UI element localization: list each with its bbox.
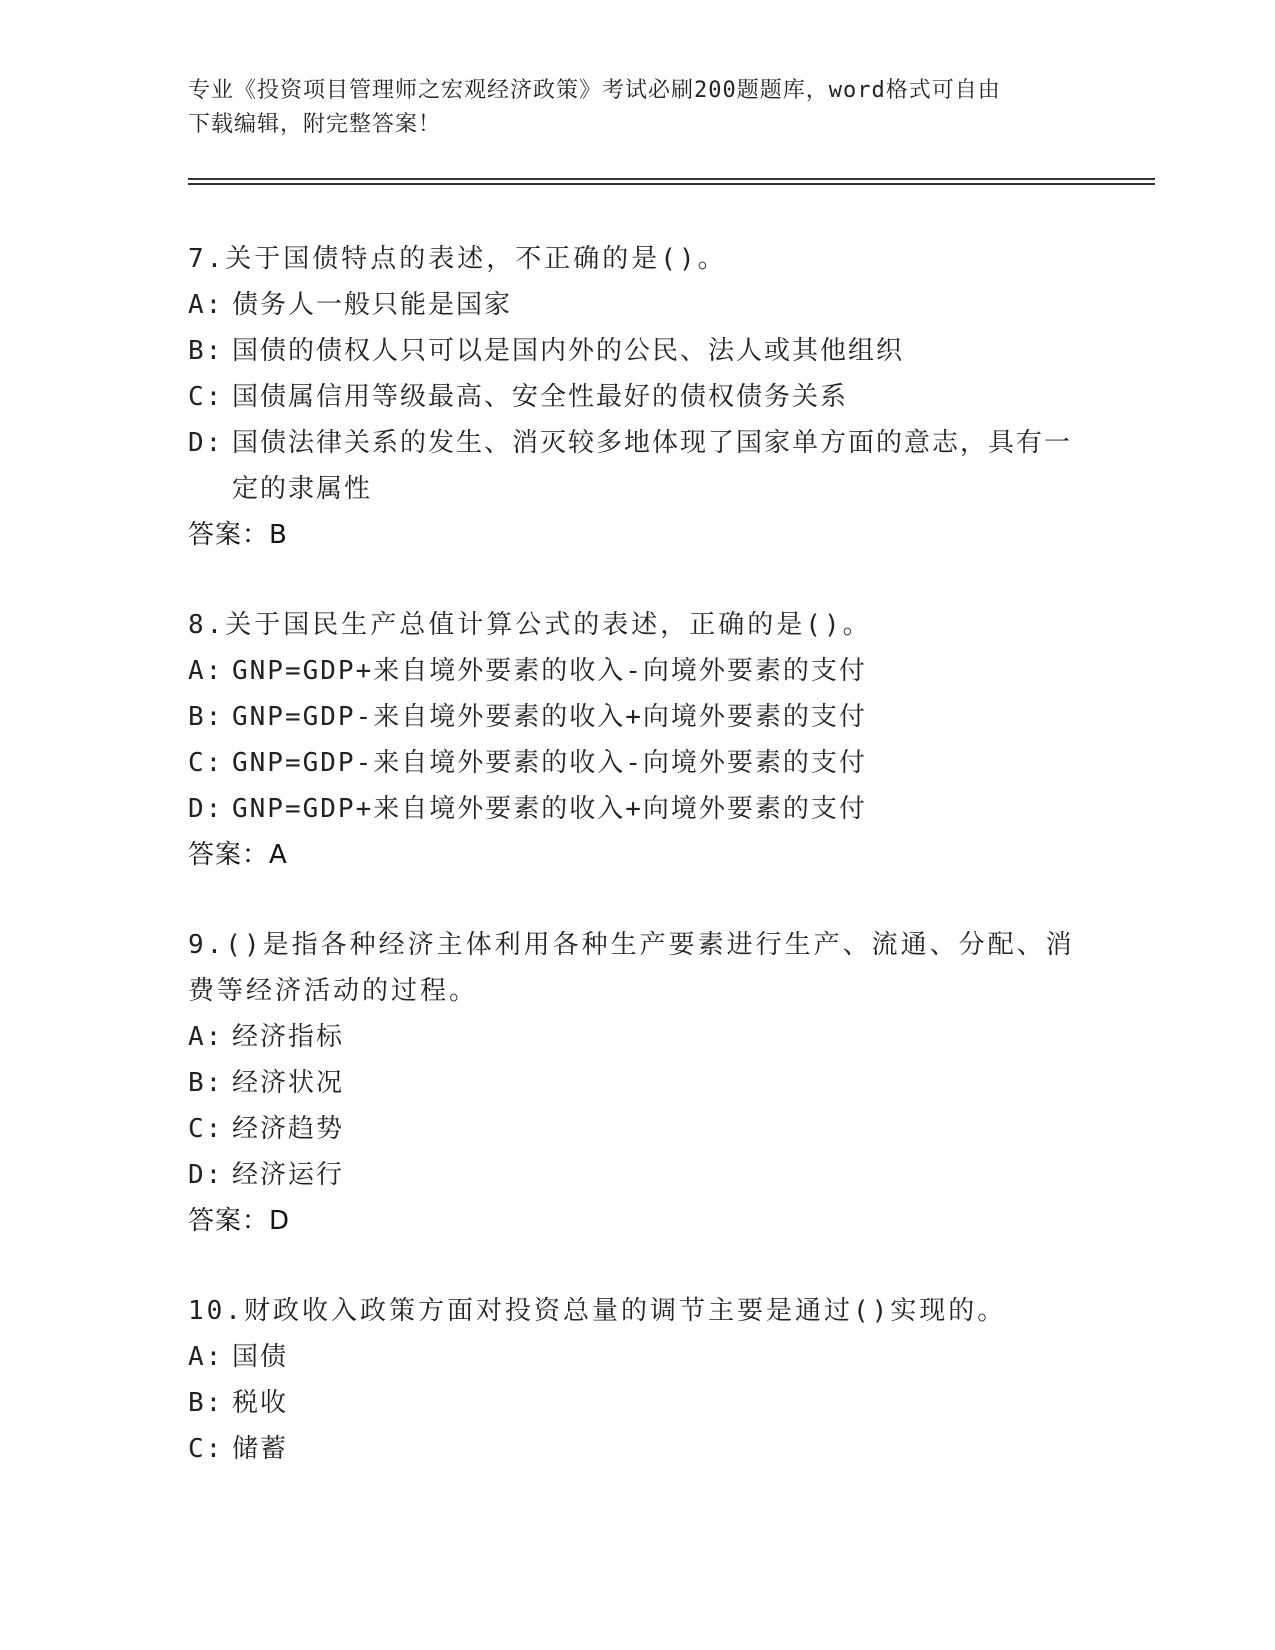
document-header	[188, 74, 1088, 142]
option-key: A:	[188, 656, 224, 686]
option-key: B:	[188, 1068, 224, 1098]
option-d	[188, 1152, 1088, 1198]
option-key: A:	[188, 1342, 224, 1372]
option-b	[188, 1380, 1088, 1426]
option-a	[188, 282, 1088, 328]
answer-line: 答案：A	[188, 840, 288, 870]
option-text: 国债	[232, 1342, 289, 1372]
question-item	[188, 1288, 1088, 1472]
option-d	[188, 786, 1088, 832]
option-c	[188, 740, 1088, 786]
option-b	[188, 694, 1088, 740]
option-c	[188, 374, 1088, 420]
option-key: A:	[188, 290, 224, 320]
question-stem: 7.关于国债特点的表述，不正确的是()。	[188, 244, 727, 274]
option-b	[188, 1060, 1088, 1106]
option-c	[188, 1106, 1088, 1152]
option-text: 债务人一般只能是国家	[232, 290, 513, 320]
option-key: C:	[188, 1114, 224, 1144]
answer-line: 答案：B	[188, 520, 288, 550]
option-text: GNP=GDP-来自境外要素的收入-向境外要素的支付	[232, 748, 867, 778]
option-key: C:	[188, 1434, 224, 1464]
header-line-1: 专业《投资项目管理师之宏观经济政策》考试必刷200题题库，word格式可自由	[188, 78, 1001, 103]
header-divider-bottom	[188, 183, 1155, 185]
question-stem: 8.关于国民生产总值计算公式的表述，正确的是()。	[188, 610, 872, 640]
option-key: C:	[188, 748, 224, 778]
option-key: D:	[188, 794, 224, 824]
option-text: 国债的债权人只可以是国内外的公民、法人或其他组织	[232, 336, 905, 366]
option-key: C:	[188, 382, 224, 412]
option-key: A:	[188, 1022, 224, 1052]
option-key: D:	[188, 428, 224, 458]
header-divider-top	[188, 178, 1155, 180]
option-text: GNP=GDP+来自境外要素的收入-向境外要素的支付	[232, 656, 867, 686]
header-line-2: 下载编辑，附完整答案！	[188, 112, 442, 137]
question-item	[188, 602, 1088, 878]
question-item	[188, 922, 1088, 1244]
option-text: 税收	[232, 1388, 289, 1418]
option-text: 国债法律关系的发生、消灭较多地体现了国家单方面的意志，具有一定的隶属性	[232, 428, 1073, 504]
option-key: D:	[188, 1160, 224, 1190]
option-text: 经济指标	[232, 1022, 345, 1052]
option-text: 经济状况	[232, 1068, 345, 1098]
option-a	[188, 1014, 1088, 1060]
option-key: B:	[188, 1388, 224, 1418]
option-a	[188, 1334, 1088, 1380]
option-b	[188, 328, 1088, 374]
option-text: 国债属信用等级最高、安全性最好的债权债务关系	[232, 382, 849, 412]
option-text: 经济趋势	[232, 1114, 345, 1144]
option-text: 经济运行	[232, 1160, 345, 1190]
option-text: GNP=GDP+来自境外要素的收入+向境外要素的支付	[232, 794, 867, 824]
option-c	[188, 1426, 1088, 1472]
question-stem: 9.()是指各种经济主体利用各种生产要素进行生产、流通、分配、消费等经济活动的过程。	[188, 930, 1075, 1006]
question-item	[188, 236, 1088, 558]
option-d	[188, 420, 1088, 512]
option-key: B:	[188, 702, 224, 732]
option-text: GNP=GDP-来自境外要素的收入+向境外要素的支付	[232, 702, 867, 732]
option-text: 储蓄	[232, 1434, 289, 1464]
answer-line: 答案：D	[188, 1206, 291, 1236]
option-a	[188, 648, 1088, 694]
question-stem: 10.财政收入政策方面对投资总量的调节主要是通过()实现的。	[188, 1296, 1007, 1326]
option-key: B:	[188, 336, 224, 366]
question-list	[188, 236, 1088, 1516]
